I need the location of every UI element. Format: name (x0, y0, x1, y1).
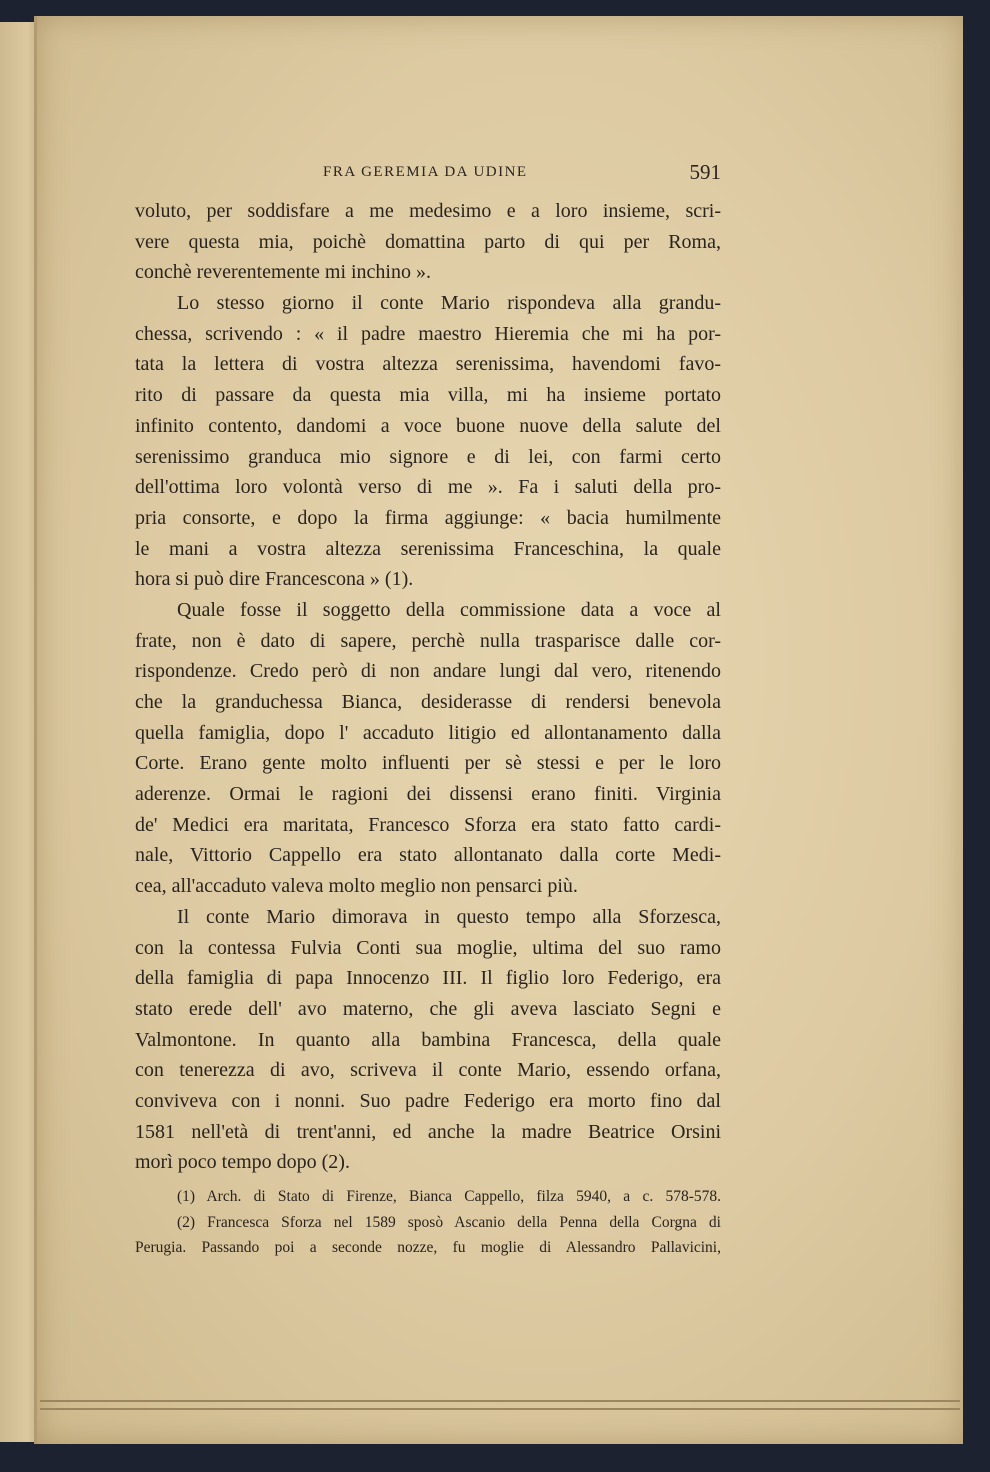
footnotes (135, 1184, 721, 1261)
text-line: Corte. Erano gente molto influenti per sè stessi e per le loro (135, 752, 721, 775)
text-line: nale, Vittorio Cappello era stato allontanato dalla corte Medi- (135, 844, 721, 867)
page-number: 591 (689, 160, 721, 184)
page-header (135, 160, 721, 190)
footnote-line: Perugia. Passando poi a seconde nozze, fu moglie di Alessandro Pallavicini, (135, 1239, 721, 1256)
footnote-line: (2) Francesca Sforza nel 1589 sposò Ascanio della Penna della Corgna di (177, 1213, 721, 1231)
text-line: infinito contento, dandomi a voce buone nuove della salute del (135, 414, 721, 437)
paragraph (135, 595, 721, 902)
paragraph (135, 288, 721, 595)
text-line: con tenerezza di avo, scriveva il conte Mario, essendo orfana, (135, 1059, 721, 1082)
text-line: Valmontone. In quanto alla bambina Francesca, della quale (135, 1028, 721, 1051)
text-line: hora si può dire Francescona » (1). (135, 568, 414, 591)
text-line: le mani a vostra altezza serenissima Franceschina, la quale (135, 537, 721, 560)
text-line: vere questa mia, poichè domattina parto di qui per Roma, (135, 230, 721, 253)
text-line: pria consorte, e dopo la firma aggiunge: « bacia humilmente (135, 506, 721, 529)
text-line: con la contessa Fulvia Conti sua moglie, ultima del suo ramo (135, 936, 721, 959)
text-line: conchè reverentemente mi inchino ». (135, 261, 431, 284)
text-line: rispondenze. Credo però di non andare lungi dal vero, ritenendo (135, 660, 721, 683)
text-line: della famiglia di papa Innocenzo III. Il figlio loro Federigo, era (135, 967, 721, 990)
text-line: morì poco tempo dopo (2). (135, 1151, 350, 1174)
body-text (135, 196, 721, 1178)
text-line: quella famiglia, dopo l' accaduto litigio ed allontanamento dalla (135, 721, 721, 744)
text-line: Lo stesso giorno il conte Mario rispondeva alla grandu- (177, 292, 721, 315)
page-bottom-edge (40, 1400, 960, 1410)
text-line: de' Medici era maritata, Francesco Sforza era stato fatto cardi- (135, 813, 721, 836)
text-line: che la granduchessa Bianca, desiderasse di rendersi benevola (135, 691, 721, 713)
text-line: cea, all'accaduto valeva molto meglio non pensarci più. (135, 875, 578, 898)
text-line: aderenze. Ormai le ragioni dei dissensi erano finiti. Virginia (135, 783, 721, 806)
running-title: FRA GEREMIA DA UDINE (323, 164, 528, 180)
text-line: Il conte Mario dimorava in questo tempo alla Sforzesca, (177, 905, 721, 928)
text-line: rito di passare da questa mia villa, mi ha insieme portato (135, 384, 721, 407)
text-line: conviveva con i nonni. Suo padre Federigo era morto fino dal (135, 1089, 721, 1112)
text-line: chessa, scrivendo : « il padre maestro Hieremia che mi ha por- (135, 322, 721, 345)
text-line: dell'ottima loro volontà verso di me ». Fa i saluti della pro- (135, 476, 721, 499)
footnote-line: (1) Arch. di Stato di Firenze, Bianca Cappello, filza 5940, a c. 578-578. (177, 1188, 721, 1205)
text-line: tata la lettera di vostra altezza serenissima, havendomi favo- (135, 353, 721, 376)
paragraph (135, 902, 721, 1178)
text-line: voluto, per soddisfare a me medesimo e a loro insieme, scri- (135, 200, 721, 222)
text-line: Quale fosse il soggetto della commissione data a voce al (177, 598, 721, 621)
text-line: stato erede dell' avo materno, che gli aveva lasciato Segni e (135, 997, 721, 1020)
paragraph-continuation (135, 196, 721, 288)
text-line: frate, non è dato di sapere, perchè nulla trasparisce dalle cor- (135, 629, 721, 652)
text-line: serenissimo granduca mio signore e di lei, con farmi certo (135, 445, 721, 468)
text-line: 1581 nell'età di trent'anni, ed anche la madre Beatrice Orsini (135, 1120, 721, 1143)
